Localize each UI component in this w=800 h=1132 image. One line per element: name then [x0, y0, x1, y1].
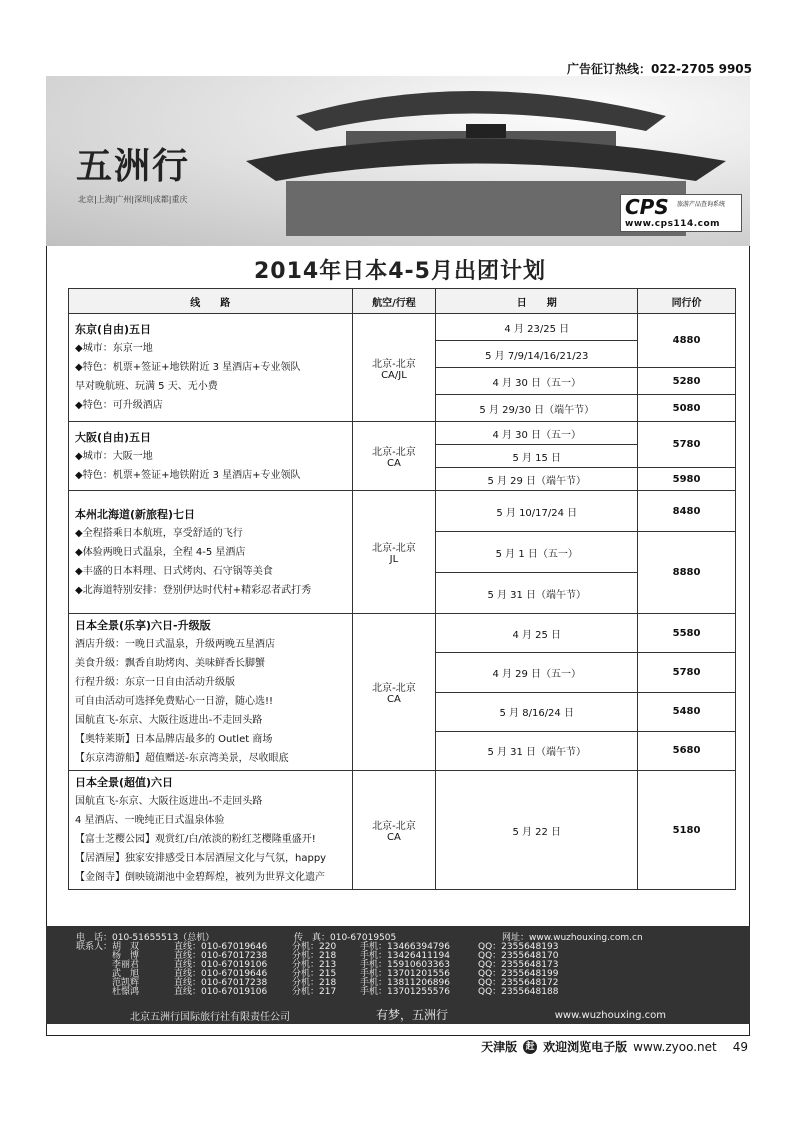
date-cell: 4 月 29 日（五一）	[436, 653, 638, 692]
date-cell: 5 月 31 日（端午节）	[436, 573, 638, 614]
header-banner	[46, 76, 750, 246]
air-carrier: JL	[389, 554, 399, 565]
route-line: ◆丰盛的日本料理、日式烤肉、石守锅等美食	[75, 565, 273, 577]
air-cell	[352, 771, 436, 890]
air-carrier: CA	[387, 694, 401, 705]
site-link[interactable]: www.zyoo.net	[633, 1039, 717, 1054]
air-route: 北京-北京	[372, 447, 416, 458]
page-footer	[481, 1038, 748, 1055]
header-price: 同行价	[638, 289, 736, 314]
route-line: 可自由活动可选择免费贴心一日游，随心选!!	[75, 696, 274, 707]
price-cell: 5580	[638, 614, 736, 653]
route-cell	[69, 314, 353, 422]
header-route: 线 路	[69, 289, 353, 314]
air-cell	[352, 491, 436, 614]
ad-hotline: 广告征订热线：022-2705 9905	[566, 62, 752, 76]
route-cell	[69, 614, 353, 771]
date-cell: 5 月 10/17/24 日	[436, 491, 638, 532]
route-line: 【奥特莱斯】日本品牌店最多的 Outlet 商场	[75, 734, 273, 745]
price-cell: 5680	[638, 731, 736, 770]
price-cell: 5180	[638, 771, 736, 890]
date-cell: 4 月 23/25 日	[436, 314, 638, 341]
route-title: 日本全景(超值)六日	[75, 776, 174, 789]
footer-website: www.wuzhouxing.com	[554, 1010, 666, 1021]
logo-cities: 北京|上海|广州|深圳|成都|重庆	[78, 195, 188, 204]
price-cell: 5280	[638, 368, 736, 395]
route-title: 本州北海道(新旅程)七日	[75, 507, 196, 521]
route-line: 【富士芝樱公园】观赏红/白/浓淡的粉红芝樱隆重盛开!	[75, 834, 316, 845]
route-line: ◆城市：东京一地	[75, 343, 153, 354]
route-cell	[69, 422, 353, 491]
wuzhouxing-logo: 五洲行	[76, 145, 191, 187]
contact-block	[76, 934, 643, 997]
fax: 传 真：010-67019505	[294, 933, 397, 943]
price-cell: 5780	[638, 422, 736, 468]
air-cell	[352, 422, 436, 491]
air-route: 北京-北京	[372, 358, 416, 370]
air-route: 北京-北京	[372, 683, 416, 694]
welcome-text: 欢迎浏览电子版	[543, 1040, 628, 1054]
route-line: 4 星酒店、一晚纯正日式温泉体验	[75, 815, 225, 826]
company-name: 北京五洲行国际旅行社有限责任公司	[130, 1012, 290, 1023]
contact-row: 范凯辉 直线：010-67017238 分机：218 手机：13811206896 QQ：2355648172	[76, 978, 559, 988]
route-title: 大阪(自由)五日	[75, 430, 152, 444]
air-carrier: CA	[387, 458, 401, 469]
air-carrier: CA/JL	[381, 369, 407, 381]
date-cell: 5 月 29 日（端午节）	[436, 468, 638, 491]
air-route: 北京-北京	[372, 543, 416, 554]
cps-badge	[620, 194, 742, 232]
date-cell: 5 月 8/16/24 日	[436, 692, 638, 731]
slogan-signature: 有梦，五洲行	[376, 1008, 449, 1022]
route-line: 国航直飞-东京、大阪往返进出-不走回头路	[75, 715, 263, 726]
route-line: 【居酒屋】独家安排感受日本居酒屋文化与气氛，happy	[75, 853, 327, 864]
date-cell: 5 月 7/9/14/16/21/23	[436, 341, 638, 368]
cps-subtitle: 旅游产品查询系统	[677, 201, 726, 208]
price-cell: 5780	[638, 653, 736, 692]
contact-footer	[46, 926, 750, 1024]
price-cell: 8880	[638, 532, 736, 614]
route-line: 酒店升级：一晚日式温泉，升级两晚五星酒店	[75, 639, 275, 650]
route-line: 行程升级：东京一日自由活动升级版	[75, 677, 235, 688]
route-line: ◆体验两晚日式温泉，全程 4-5 星酒店	[75, 546, 246, 558]
tour-schedule-table	[68, 288, 736, 890]
circle-badge-icon: 赶	[523, 1040, 537, 1054]
contact-row: 武 旭 直线：010-67019646 分机：215 手机：13701201556 QQ：2355648199	[76, 969, 559, 979]
table-row	[69, 614, 736, 653]
air-cell	[352, 614, 436, 771]
table-row	[69, 314, 736, 341]
website: 网址：www.wuzhouxing.com.cn	[502, 933, 643, 943]
route-line: 【金阁寺】倒映镜湖池中金碧辉煌，被列为世界文化遗产	[75, 872, 325, 883]
price-cell: 5480	[638, 692, 736, 731]
route-line: ◆特色：机票+签证+地铁附近 3 星酒店+专业领队	[75, 362, 301, 373]
contact-row: 联系人：胡 双 直线：010-67019646 分机：220 手机：13466394796 QQ：2355648193	[76, 942, 559, 952]
air-route: 北京-北京	[372, 821, 416, 832]
route-line: 早对晚航班、玩满 5 天、无小费	[75, 381, 218, 392]
route-title: 东京(自由)五日	[75, 323, 152, 336]
table-row	[69, 422, 736, 445]
page-title: 2014年日本4-5月出团计划	[254, 259, 546, 284]
route-title: 日本全景(乐享)六日-升级版	[75, 619, 211, 632]
date-cell: 4 月 30 日（五一）	[436, 422, 638, 445]
cps-url: www.cps114.com	[625, 219, 721, 229]
route-line: ◆特色：机票+签证+地铁附近 3 星酒店+专业领队	[75, 469, 301, 481]
route-cell	[69, 491, 353, 614]
contact-row: 李丽君 直线：010-67019106 分机：213 手机：15910603363 QQ：2355648173	[76, 960, 559, 970]
table-row	[69, 771, 736, 890]
page-number: 49	[732, 1039, 748, 1054]
route-cell	[69, 771, 353, 890]
route-line: 国航直飞-东京、大阪往返进出-不走回头路	[75, 796, 263, 807]
contact-row: 杜憬鸿 直线：010-67019106 分机：217 手机：13701255576 QQ：2355648188	[76, 987, 559, 997]
header-dates: 日 期	[436, 289, 638, 314]
route-line: ◆北海道特别安排：登别伊达时代村+精彩忍者武打秀	[75, 584, 312, 596]
date-cell: 5 月 15 日	[436, 445, 638, 468]
date-cell: 4 月 25 日	[436, 614, 638, 653]
air-cell	[352, 314, 436, 422]
route-line: ◆城市：大阪一地	[75, 450, 153, 462]
phone: 电 话：010-51655513（总机）	[76, 933, 215, 943]
route-line: 美食升级：飘香自助烤肉、美味鲜香长脚蟹	[75, 658, 265, 669]
route-line: ◆全程搭乘日本航班，享受舒适的飞行	[75, 527, 243, 539]
table-row	[69, 491, 736, 532]
price-cell: 5980	[638, 468, 736, 491]
cps-logo: CPS	[625, 195, 669, 219]
date-cell: 5 月 22 日	[436, 771, 638, 890]
price-cell: 8480	[638, 491, 736, 532]
edition-label: 天津版	[481, 1040, 518, 1054]
air-carrier: CA	[387, 832, 401, 843]
price-cell: 4880	[638, 314, 736, 368]
table-header-row	[69, 289, 736, 314]
date-cell: 5 月 29/30 日（端午节）	[436, 395, 638, 422]
contact-row: 杨 博 直线：010-67017238 分机：218 手机：13426411194 QQ：2355648170	[76, 951, 559, 961]
date-cell: 5 月 1 日（五一）	[436, 532, 638, 573]
price-cell: 5080	[638, 395, 736, 422]
date-cell: 4 月 30 日（五一）	[436, 368, 638, 395]
route-line: 【东京湾游船】超值赠送-东京湾美景，尽收眼底	[75, 753, 289, 764]
route-line: ◆特色：可升级酒店	[75, 400, 163, 411]
date-cell: 5 月 31 日（端午节）	[436, 731, 638, 770]
header-air: 航空/行程	[352, 289, 436, 314]
